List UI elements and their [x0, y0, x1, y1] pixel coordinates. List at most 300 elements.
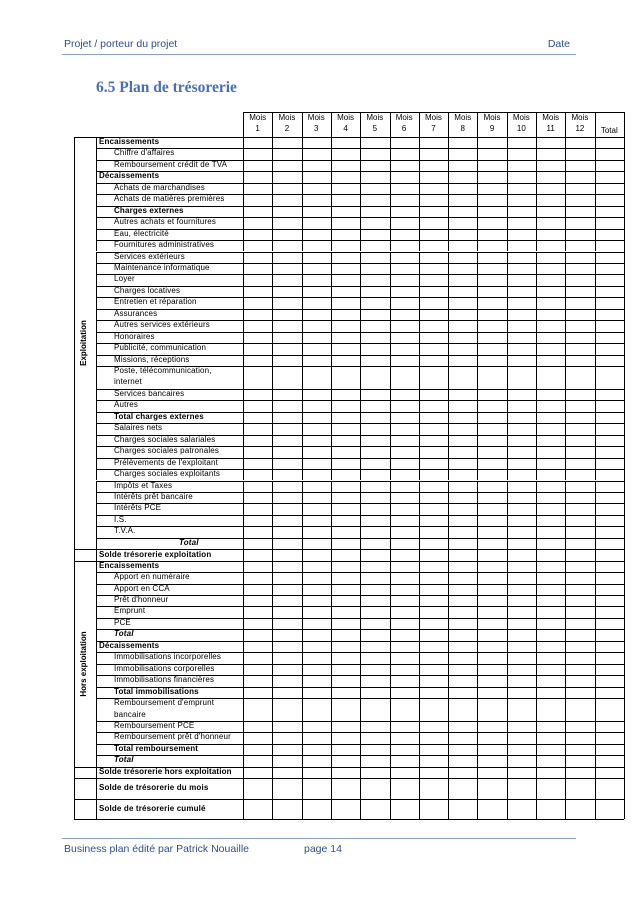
- cell-rule: [595, 343, 596, 354]
- header-column-rule: [624, 112, 625, 137]
- cell-rule: [565, 755, 566, 766]
- cell-rule: [243, 755, 244, 766]
- cell-rule: [507, 755, 508, 766]
- cell-rule: [448, 503, 449, 514]
- page-title: 6.5 Plan de trésorerie: [96, 79, 237, 96]
- cell-rule: [595, 732, 596, 743]
- cell-rule: [302, 389, 303, 400]
- cell-rule: [448, 366, 449, 389]
- cell-rule: [595, 778, 596, 799]
- cell-rule: [272, 641, 273, 652]
- cell-rule: [390, 183, 391, 194]
- cell-rule: [360, 629, 361, 640]
- cell-rule: [302, 664, 303, 675]
- label-left-rule: [96, 206, 97, 217]
- cell-rule: [302, 687, 303, 698]
- cell-rule: [272, 412, 273, 423]
- cell-rule: [448, 412, 449, 423]
- cell-rule: [507, 217, 508, 228]
- cell-rule: [536, 549, 537, 560]
- cell-rule: [390, 263, 391, 274]
- cell-rule: [477, 240, 478, 251]
- cell-rule: [536, 423, 537, 434]
- cell-rule: [507, 366, 508, 389]
- cell-rule: [272, 355, 273, 366]
- cell-rule: [360, 755, 361, 766]
- cell-rule: [507, 458, 508, 469]
- cell-rule: [507, 744, 508, 755]
- cell-rule: [565, 435, 566, 446]
- cell-rule: [536, 148, 537, 159]
- cell-rule: [243, 297, 244, 308]
- cell-rule: [360, 538, 361, 549]
- row-label: Remboursement PCE: [114, 720, 195, 730]
- cell-rule: [331, 721, 332, 732]
- cell-rule: [243, 675, 244, 686]
- cell-rule: [331, 652, 332, 663]
- cell-rule: [419, 652, 420, 663]
- cell-rule: [507, 194, 508, 205]
- header-column-rule: [448, 112, 449, 137]
- cell-rule: [419, 137, 420, 148]
- cell-rule: [536, 687, 537, 698]
- cell-rule: [360, 618, 361, 629]
- cell-rule: [243, 503, 244, 514]
- cell-rule: [477, 332, 478, 343]
- cell-rule: [243, 664, 244, 675]
- cell-rule: [565, 240, 566, 251]
- cell-rule: [448, 297, 449, 308]
- cell-rule: [390, 252, 391, 263]
- cell-rule: [331, 606, 332, 617]
- cell-rule: [302, 286, 303, 297]
- cell-rule: [595, 366, 596, 389]
- cell-rule: [419, 778, 420, 799]
- cell-rule: [565, 320, 566, 331]
- cell-rule: [419, 515, 420, 526]
- cell-rule: [243, 595, 244, 606]
- cell-rule: [360, 641, 361, 652]
- cell-rule: [595, 503, 596, 514]
- cell-rule: [507, 629, 508, 640]
- label-left-rule: [96, 320, 97, 331]
- cell-rule: [565, 664, 566, 675]
- cell-rule: [272, 343, 273, 354]
- label-left-rule: [96, 492, 97, 503]
- cell-rule: [272, 263, 273, 274]
- cell-rule: [243, 538, 244, 549]
- footer-credit: Business plan édité par Patrick Nouaille: [64, 843, 250, 855]
- column-header-line2: 2: [284, 124, 290, 133]
- cell-rule: [360, 549, 361, 560]
- label-left-rule: [96, 675, 97, 686]
- row-label: Total: [114, 755, 134, 765]
- cell-rule: [419, 561, 420, 572]
- cell-rule: [477, 423, 478, 434]
- cell-rule: [477, 481, 478, 492]
- row-label: Missions, réceptions: [114, 354, 190, 364]
- cell-rule: [302, 778, 303, 799]
- cell-rule: [360, 229, 361, 240]
- cell-rule: [360, 389, 361, 400]
- cell-rule: [243, 481, 244, 492]
- column-header-line2: 10: [516, 124, 526, 133]
- cell-rule: [390, 217, 391, 228]
- column-header-line2: 1: [255, 124, 260, 133]
- cell-rule: [272, 618, 273, 629]
- cell-rule: [390, 778, 391, 799]
- cell-rule: [507, 240, 508, 251]
- cell-rule: [243, 240, 244, 251]
- label-left-rule: [96, 366, 97, 389]
- cell-rule: [331, 240, 332, 251]
- label-left-rule: [96, 263, 97, 274]
- cell-rule: [536, 286, 537, 297]
- cell-rule: [477, 435, 478, 446]
- cell-rule: [272, 561, 273, 572]
- section-left-rule: [74, 561, 75, 767]
- cell-rule: [419, 171, 420, 182]
- row-label-continued: internet: [114, 377, 142, 387]
- cell-rule: [448, 721, 449, 732]
- cell-rule: [360, 148, 361, 159]
- cell-rule: [331, 526, 332, 537]
- cell-rule: [448, 572, 449, 583]
- row-label: Maintenance informatique: [114, 262, 210, 272]
- header-column-rule: [565, 112, 566, 137]
- cell-rule: [272, 297, 273, 308]
- cell-rule: [331, 618, 332, 629]
- cell-rule: [448, 481, 449, 492]
- cell-rule: [419, 217, 420, 228]
- cell-rule: [477, 687, 478, 698]
- cell-rule: [360, 423, 361, 434]
- cell-rule: [507, 446, 508, 457]
- cell-rule: [302, 400, 303, 411]
- row-label: Charges externes: [114, 205, 184, 215]
- cell-rule: [390, 389, 391, 400]
- row-label: Apport en CCA: [114, 583, 170, 593]
- cell-rule: [477, 744, 478, 755]
- cell-rule: [302, 481, 303, 492]
- cell-rule: [419, 721, 420, 732]
- label-left-rule: [96, 274, 97, 285]
- cell-rule: [272, 721, 273, 732]
- row-label: Fournitures administratives: [114, 240, 215, 250]
- cell-rule: [302, 240, 303, 251]
- cell-rule: [272, 664, 273, 675]
- cell-rule: [477, 755, 478, 766]
- cell-rule: [448, 160, 449, 171]
- cell-rule: [477, 400, 478, 411]
- cell-rule: [302, 469, 303, 480]
- cell-rule: [565, 526, 566, 537]
- cell-rule: [595, 595, 596, 606]
- label-left-rule: [96, 515, 97, 526]
- cell-rule: [477, 572, 478, 583]
- cell-rule: [302, 515, 303, 526]
- cell-rule: [448, 492, 449, 503]
- cell-rule: [536, 698, 537, 721]
- cell-rule: [390, 137, 391, 148]
- cell-rule: [360, 171, 361, 182]
- cell-rule: [595, 160, 596, 171]
- cell-rule: [536, 263, 537, 274]
- header-column-rule: [331, 112, 332, 137]
- section-label: Hors exploitation: [79, 631, 88, 697]
- cell-rule: [302, 584, 303, 595]
- cell-rule: [477, 160, 478, 171]
- cell-rule: [390, 148, 391, 159]
- cell-rule: [243, 137, 244, 148]
- cell-rule: [390, 641, 391, 652]
- cell-rule: [448, 561, 449, 572]
- cell-rule: [360, 561, 361, 572]
- cell-rule: [360, 744, 361, 755]
- cell-rule: [243, 217, 244, 228]
- cell-rule: [272, 687, 273, 698]
- cell-rule: [243, 286, 244, 297]
- row-label: Impôts et Taxes: [114, 480, 173, 490]
- cell-rule: [302, 412, 303, 423]
- column-header-line1: Mois: [512, 113, 530, 122]
- cell-rule: [360, 183, 361, 194]
- cell-rule: [536, 606, 537, 617]
- cell-rule: [243, 309, 244, 320]
- cell-rule: [507, 412, 508, 423]
- cell-rule: [272, 389, 273, 400]
- cell-rule: [331, 286, 332, 297]
- cell-rule: [565, 584, 566, 595]
- header-column-rule: [477, 112, 478, 137]
- row-label: Chiffre d'affaires: [114, 148, 175, 158]
- cell-rule: [565, 515, 566, 526]
- cell-rule: [507, 698, 508, 721]
- cell-rule: [536, 503, 537, 514]
- cell-rule: [243, 652, 244, 663]
- cell-rule: [565, 767, 566, 778]
- cell-rule: [272, 767, 273, 778]
- cell-rule: [272, 778, 273, 799]
- section-left-rule: [74, 799, 75, 820]
- cell-rule: [419, 446, 420, 457]
- cell-rule: [302, 767, 303, 778]
- cell-rule: [536, 561, 537, 572]
- cell-rule: [331, 503, 332, 514]
- cell-rule: [595, 549, 596, 560]
- cell-rule: [390, 755, 391, 766]
- cell-rule: [507, 148, 508, 159]
- cell-rule: [331, 732, 332, 743]
- section-left-rule: [74, 778, 75, 799]
- cell-rule: [565, 412, 566, 423]
- cell-rule: [331, 252, 332, 263]
- cell-rule: [565, 721, 566, 732]
- cell-rule: [302, 183, 303, 194]
- cell-rule: [360, 492, 361, 503]
- column-header: [243, 112, 272, 137]
- cell-rule: [360, 274, 361, 285]
- cell-rule: [360, 435, 361, 446]
- cell-rule: [360, 698, 361, 721]
- cell-rule: [360, 572, 361, 583]
- column-header-line2: 6: [401, 124, 407, 133]
- cell-rule: [390, 687, 391, 698]
- cell-rule: [565, 148, 566, 159]
- cell-rule: [272, 206, 273, 217]
- cell-rule: [272, 675, 273, 686]
- cell-rule: [477, 526, 478, 537]
- cell-rule: [536, 274, 537, 285]
- cell-rule: [419, 412, 420, 423]
- cell-rule: [595, 297, 596, 308]
- label-left-rule: [96, 309, 97, 320]
- cell-rule: [536, 160, 537, 171]
- cell-rule: [272, 799, 273, 820]
- cell-rule: [595, 606, 596, 617]
- cell-rule: [477, 389, 478, 400]
- cell-rule: [272, 274, 273, 285]
- cell-rule: [243, 148, 244, 159]
- cell-rule: [390, 744, 391, 755]
- column-header-line1: Mois: [425, 113, 442, 122]
- cell-rule: [507, 675, 508, 686]
- cell-rule: [360, 412, 361, 423]
- cell-rule: [302, 732, 303, 743]
- cell-rule: [448, 744, 449, 755]
- cell-rule: [477, 664, 478, 675]
- cell-rule: [331, 572, 332, 583]
- cell-rule: [390, 332, 391, 343]
- label-left-rule: [96, 526, 97, 537]
- cell-rule: [565, 606, 566, 617]
- cell-rule: [419, 606, 420, 617]
- cell-rule: [477, 778, 478, 799]
- row-label: Remboursement crédit de TVA: [114, 159, 228, 169]
- cell-rule: [448, 767, 449, 778]
- cell-rule: [477, 148, 478, 159]
- cell-rule: [507, 355, 508, 366]
- cell-rule: [331, 263, 332, 274]
- cell-rule: [595, 332, 596, 343]
- cell-rule: [595, 687, 596, 698]
- cell-rule: [390, 481, 391, 492]
- cell-rule: [360, 446, 361, 457]
- cell-rule: [272, 366, 273, 389]
- label-left-rule: [96, 744, 97, 755]
- cell-rule: [595, 446, 596, 457]
- cell-rule: [477, 538, 478, 549]
- cell-rule: [272, 309, 273, 320]
- row-label: Immobilisations corporelles: [114, 663, 215, 673]
- cell-rule: [507, 652, 508, 663]
- cell-rule: [565, 366, 566, 389]
- row-label: Prélèvements de l'exploitant: [114, 457, 219, 467]
- label-left-rule: [96, 240, 97, 251]
- cell-rule: [419, 435, 420, 446]
- cell-rule: [536, 652, 537, 663]
- row-label: Encaissements: [99, 560, 160, 570]
- cell-rule: [331, 664, 332, 675]
- cell-rule: [448, 343, 449, 354]
- cell-rule: [302, 618, 303, 629]
- column-header: [360, 112, 389, 137]
- row-label: Entretien et réparation: [114, 297, 197, 307]
- cell-rule: [302, 629, 303, 640]
- cell-rule: [390, 240, 391, 251]
- cell-rule: [565, 286, 566, 297]
- cell-rule: [477, 366, 478, 389]
- page-footer: [64, 843, 342, 855]
- cell-rule: [360, 799, 361, 820]
- cell-rule: [595, 526, 596, 537]
- balance-row-label: Solde de trésorerie cumulé: [99, 803, 206, 813]
- cell-rule: [536, 538, 537, 549]
- cell-rule: [565, 183, 566, 194]
- cell-rule: [243, 618, 244, 629]
- label-left-rule: [96, 137, 97, 148]
- column-header-line1: Mois: [366, 113, 384, 122]
- cell-rule: [536, 355, 537, 366]
- cell-rule: [507, 286, 508, 297]
- row-label: Total immobilisations: [114, 686, 199, 696]
- cell-rule: [565, 263, 566, 274]
- label-left-rule: [96, 481, 97, 492]
- cell-rule: [595, 400, 596, 411]
- cell-rule: [360, 584, 361, 595]
- cell-rule: [331, 171, 332, 182]
- cell-rule: [302, 641, 303, 652]
- cell-rule: [595, 263, 596, 274]
- cell-rule: [419, 263, 420, 274]
- cell-rule: [595, 515, 596, 526]
- cell-rule: [360, 137, 361, 148]
- cell-rule: [536, 755, 537, 766]
- cell-rule: [477, 618, 478, 629]
- cell-rule: [595, 481, 596, 492]
- cell-rule: [272, 183, 273, 194]
- cell-rule: [448, 148, 449, 159]
- cell-rule: [243, 629, 244, 640]
- cell-rule: [536, 572, 537, 583]
- row-label: Encaissements: [99, 137, 160, 146]
- column-header-line2: Total: [600, 126, 618, 135]
- column-header-line1: Mois: [249, 113, 267, 122]
- cell-rule: [419, 481, 420, 492]
- cell-rule: [595, 767, 596, 778]
- cell-rule: [331, 561, 332, 572]
- cell-rule: [360, 515, 361, 526]
- cell-rule: [419, 286, 420, 297]
- column-header-line2: 8: [460, 124, 465, 133]
- cell-rule: [272, 252, 273, 263]
- label-left-rule: [96, 332, 97, 343]
- cell-rule: [507, 721, 508, 732]
- header-project: Projet / porteur du projet: [64, 38, 178, 50]
- cell-rule: [302, 744, 303, 755]
- cell-rule: [595, 744, 596, 755]
- cell-rule: [390, 584, 391, 595]
- cell-rule: [419, 194, 420, 205]
- cell-rule: [243, 400, 244, 411]
- row-label: Décaissements: [99, 640, 160, 650]
- cell-rule: [595, 799, 596, 820]
- cell-rule: [536, 137, 537, 148]
- cell-rule: [419, 595, 420, 606]
- cell-rule: [595, 217, 596, 228]
- cell-rule: [390, 206, 391, 217]
- cell-rule: [390, 606, 391, 617]
